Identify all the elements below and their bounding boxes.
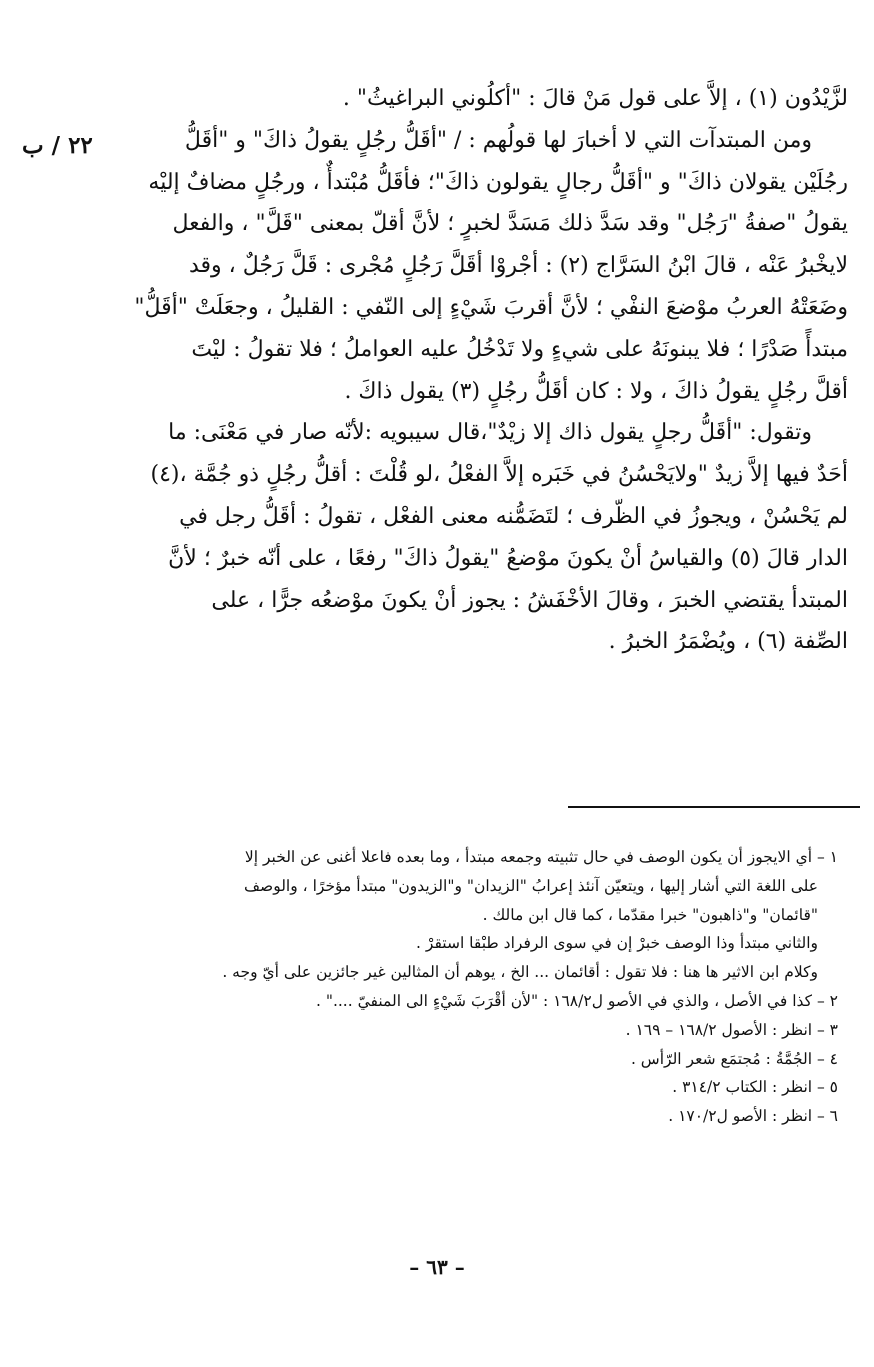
main-line-11: لم يَحْسُنْ ، ويجوزُ في الظّرف ؛ لتَضَمُّنه معنى الفعْل ، تقولُ : أقَلُّ رجل في — [179, 503, 848, 529]
main-line-4: يقولُ "صفةُ "رَجُل" وقد سَدَّ ذلك مَسَدَّ لخبرٍ ؛ لأنَّ أقلّ بمعنى "قَلَّ" ، والفعل — [172, 211, 848, 237]
main-line-12: الدار قالَ (٥) والقياسُ أنْ يكونَ موْضعُ "يقولُ ذاكَ" رفعًا ، على أنّه خبرٌ ؛ لأنَّ — [168, 545, 848, 571]
main-text-body — [128, 78, 848, 663]
footnote-5: ٥ – انظر : الكتاب ٣١٤/٢ . — [672, 1078, 838, 1097]
main-line-9: وتقول: "أقَلُّ رجلٍ يقول ذاك إلا زيْدٌ"،قال سيبويه :لأنّه صار في مَعْنَى: ما — [168, 420, 812, 446]
main-line-13: المبتدأ يقتضي الخبرَ ، وقالَ الأخْفَشُ : يجوز أنْ يكونَ موْضعُه جرًّا ، على — [211, 587, 848, 613]
main-line-7: مبتدأً صَدْرًا ؛ فلا يبنونَهُ على شيءٍ ولا تَدْخُلُ عليه العواملُ ؛ فلا تقولُ : ليْتَ — [191, 336, 848, 362]
footnote-separator — [568, 806, 860, 808]
main-line-10: أحَدٌ فيها إلاَّ زيدٌ "ولايَحْسُنُ في خَبَره إلاَّ الفعْلُ ،لو قُلْتَ : أقلُّ رجُلٍ ذو جُمَّة ،(٤) — [150, 462, 848, 488]
footnote-1-cont-1: على اللغة التي أشار إليها ، ويتعيّن آنئذ إعرابُ "الزيدان" و"الزيدون" مبتدأ مؤخرًا ، والوصف — [244, 876, 818, 895]
main-line-14: الصِّفة (٦) ، ويُضْمَرُ الخبرُ . — [608, 629, 848, 655]
margin-folio-note: ٢٢ / ب — [22, 132, 93, 159]
main-line-2: ومن المبتدآت التي لا أخبارَ لها قولُهم : / "أقَلُّ رجُلٍ يقولُ ذاكَ" و "أقَلُّ — [184, 127, 812, 153]
main-line-3: رجُلَيْن يقولان ذاكَ" و "أقَلُّ رجالٍ يقولون ذاكَ"؛ فأقَلُّ مُبْتدأٌ ، ورجُلٍ مضافٌ إليْه — [148, 169, 848, 195]
footnote-4: ٤ – الجُمَّةُ : مُجتمَع شعر الرّأس . — [630, 1049, 838, 1068]
footnotes-section — [120, 843, 838, 1131]
footnote-6: ٦ – انظر : الأصو ل١٧٠/٢ . — [668, 1107, 838, 1126]
footnote-1-verse: والثاني مبتدأ وذا الوصف خبرْ إن في سوى الرفراد طبْقا استقرْ . — [416, 934, 818, 953]
footnote-1-cont-2: "قائمان" و"ذاهبون" خبرا مقدّما ، كما قال ابن مالك . — [482, 905, 818, 924]
page-number: – ٦٣ – — [409, 1255, 465, 1279]
main-line-1: لزَّيْدُون (١) ، إلاَّ على قول مَنْ قالَ : "أكلُوني البراغيثُ" . — [342, 86, 848, 111]
main-line-8: أقلَّ رجُلٍ يقولُ ذاكَ ، ولا : كان أقَلُّ رجُلٍ (٣) يقول ذاكَ . — [344, 378, 848, 404]
main-line-5: لايخْبرُ عَنْه ، قالَ ابْنُ السَرَّاج (٢) : أجْروْا أقَلَّ رَجُلٍ مُجْرى : قَلَّ رَجُلٌ ، وقد — [188, 253, 848, 279]
footnote-2: ٢ – كذا في الأصل ، والذي في الأصو ل١٦٨/٢ : "لأن أقْرَبَ شَيْءٍ الى المنفيّ ...." . — [315, 991, 838, 1010]
footnote-3: ٣ – انظر : الأصول ١٦٨/٢ – ١٦٩ . — [625, 1020, 838, 1039]
footnote-1: ١ – أي الايجوز أن يكون الوصف في حال تثبيته وجمعه مبتدأ ، وما بعده فاعلا أغنى عن الخبر إلا — [244, 848, 838, 866]
main-line-6: وضَعَتْهُ العربُ موْضعَ النفْي ؛ لأنَّ أقربَ شَيْءٍ إلى النّفي : القليلُ ، وجعَلَتْ "أقَلُّ" — [134, 294, 848, 320]
footnote-1-cont-3: وكلام ابن الاثير ها هنا : فلا تقول : أقائمان ... الخ ، يوهم أن المثالين غير جائزين على أيّ وجه . — [222, 963, 818, 982]
